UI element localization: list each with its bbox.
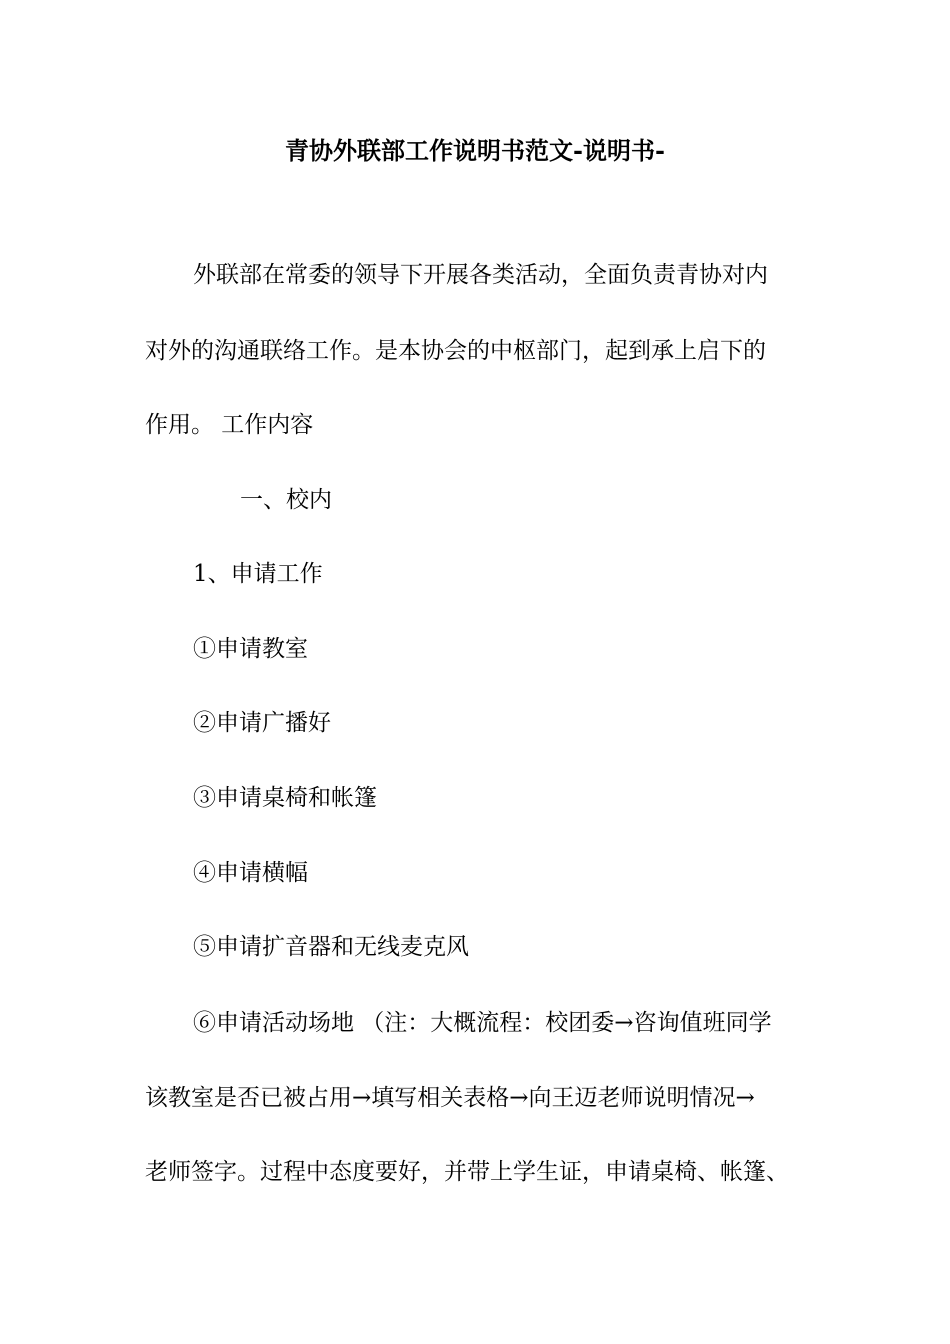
list-item-3: ③申请桌椅和帐篷 [193,785,377,811]
list-item-6: ⑥申请活动场地 （注：大概流程：校团委→咨询值班同学 [193,1010,772,1036]
list-item-1: ①申请教室 [193,636,308,662]
subsection-heading-apply: 1、申请工作 [193,561,323,587]
paragraph-line-1: 外联部在常委的领导下开展各类活动，全面负责青协对内 [193,262,768,288]
paragraph-line-3: 作用。 工作内容 [145,412,314,438]
section-heading-campus: 一、校内 [240,487,332,513]
list-item-4: ④申请横幅 [193,860,308,886]
list-item-5: ⑤申请扩音器和无线麦克风 [193,934,469,960]
list-item-2: ②申请广播好 [193,710,331,736]
paragraph-line-2: 对外的沟通联络工作。是本协会的中枢部门，起到承上启下的 [145,338,766,364]
document-title: 青协外联部工作说明书范文-说明书- [285,136,665,165]
paragraph-line-12: 该教室是否已被占用→填写相关表格→向王迈老师说明情况→ [145,1085,755,1111]
paragraph-line-13: 老师签字。过程中态度要好，并带上学生证，申请桌椅、帐篷、 [145,1159,789,1185]
